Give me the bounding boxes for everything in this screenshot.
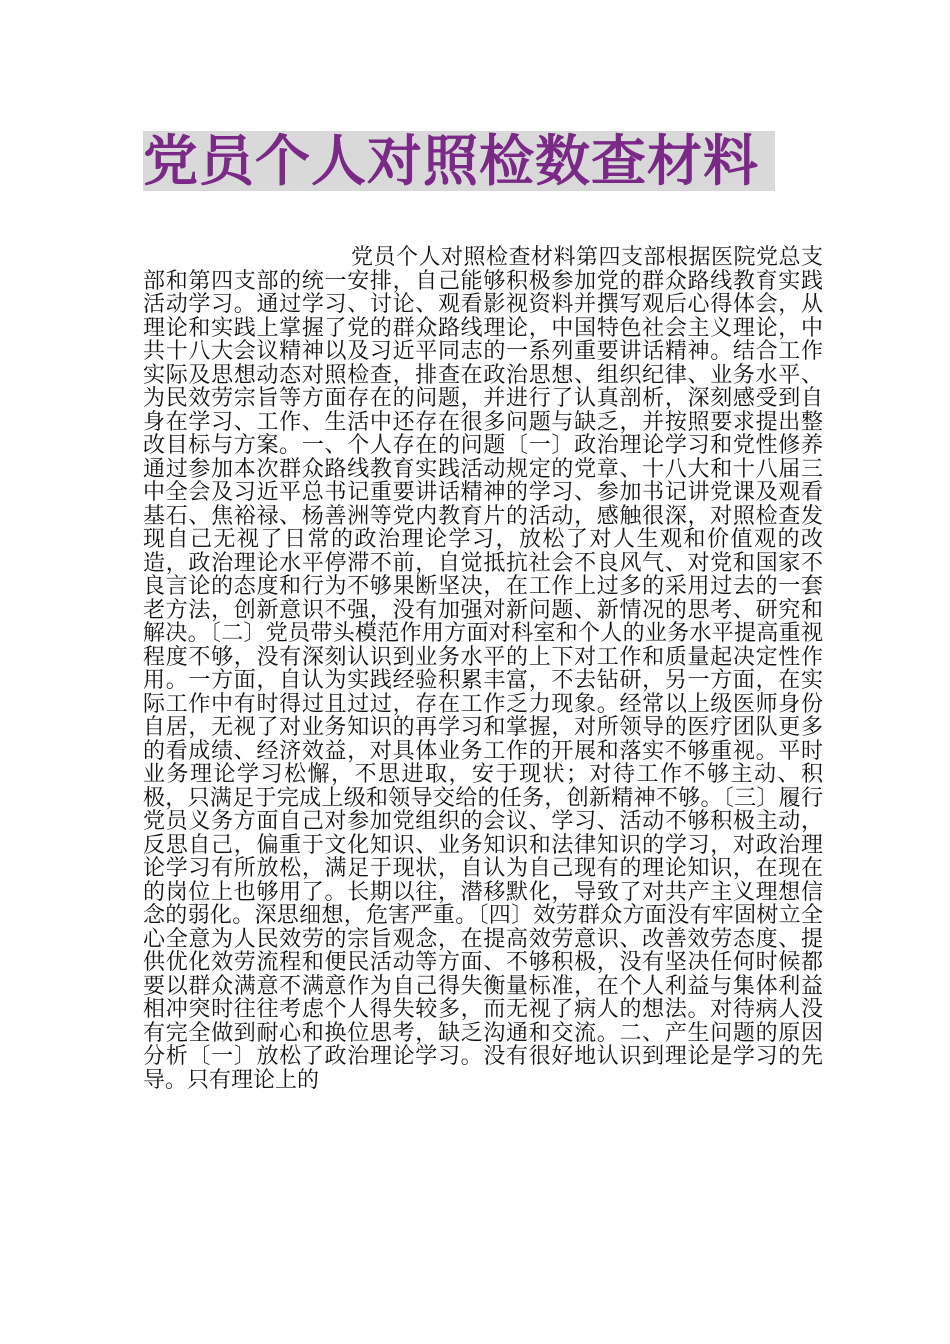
document-body: 党员个人对照检查材料第四支部根据医院党总支部和第四支部的统一安排，自己能够积极参加党的群众路线教育实践活动学习。通过学习、讨论、观看影视资料并撰写观后心得体会，从理论和实践上掌握了党的群众路线理论，中国特色社会主义理论，中共十八大会议精神以及习近平同志的一系列重要讲话精神。结合工作实际及思想动态对照检查，排查在政治思想、组织纪律、业务水平、为民效劳宗旨等方面存在的问题，并进行了认真剖析，深刻感受到自身在学习、工作、生活中还存在很多问题与缺乏，并按照要求提出整改目标与方案。一、个人存在的问题〔一〕政治理论学习和党性修养通过参加本次群众路线教育实践活动规定的党章、十八大和十八届三中全会及习近平总书记重要讲话精神的学习、参加书记讲党课及观看基石、焦裕禄、杨善洲等党内教育片的活动，感触很深，对照检查发现自己无视了日常的政治理论学习，放松了对人生观和价值观的改造，政治理论水平停滞不前，自觉抵抗社会不良风气、对党和国家不良言论的态度和行为不够果断坚决，在工作上过多的采用过去的一套老方法，创新意识不强，没有加强对新问题、新情况的思考、研究和解决。〔二〕党员带头模范作用方面对科室和个人的业务水平提高重视程度不够，没有深刻认识到业务水平的上下对工作和质量起决定性作用。一方面，自认为实践经验积累丰富，不去钻研，另一方面，在实际工作中有时得过且过过，存在工作乏力现象。经常以上级医师身份自居，无视了对业务知识的再学习和掌握，对所领导的医疗团队更多的看成绩、经济效益，对具体业务工作的开展和落实不够重视。平时业务理论学习松懈，不思进取，安于现状；对待工作不够主动、积极，只满足于完成上级和领导交给的任务，创新精神不够。〔三〕履行党员义务方面自己对参加党组织的会议、学习、活动不够积极主动，反思自己，偏重于文化知识、业务知识和法律知识的学习，对政治理论学习有所放松，满足于现状，自认为自己现有的理论知识，在现在的岗位上也够用了。长期以往，潜移默化，导致了对共产主义理想信念的弱化。深思细想，危害严重。〔四〕效劳群众方面没有牢固树立全心全意为人民效劳的宗旨观念，在提高效劳意识、改善效劳态度、提供优化效劳流程和便民活动等方面、不够积极，没有坚决任何时候都要以群众满意不满意作为自己得失衡量标准，在个人利益与集体利益相冲突时往往考虑个人得失较多，而无视了病人的想法。对待病人没有完全做到耐心和换位思考，缺乏沟通和交流。二、产生问题的原因分析〔一〕放松了政治理论学习。没有很好地认识到理论是学习的先导。只有理论上的 — [143, 245, 823, 1093]
document-title: 党员个人对照检数查材料 — [143, 131, 760, 191]
title-highlight — [143, 131, 775, 191]
